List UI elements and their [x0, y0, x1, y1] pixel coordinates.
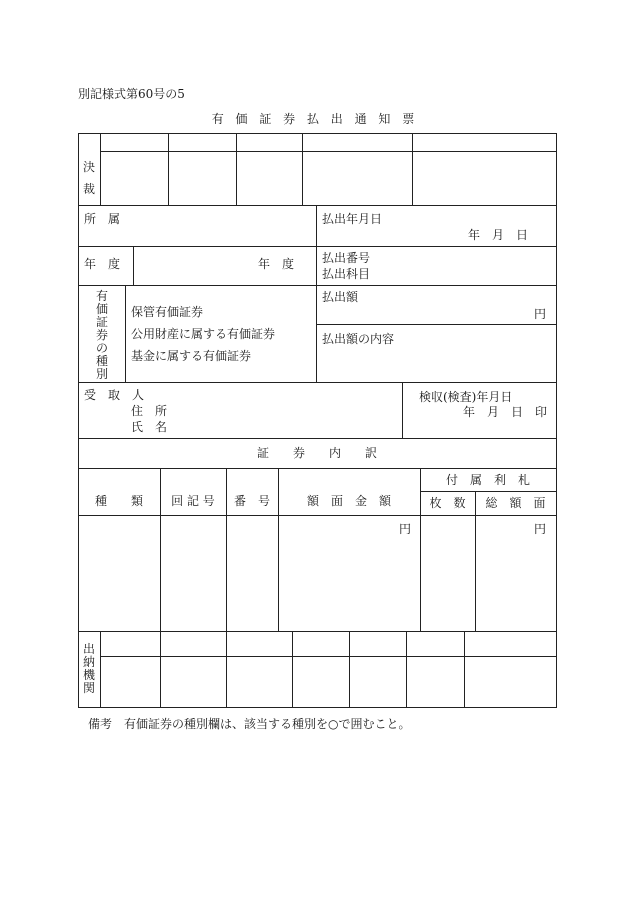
- inspection-date-format: 年 月 日 印: [463, 405, 548, 419]
- type-option-fund: 基金に属する有価証券: [131, 349, 252, 363]
- disbursing-agency-label: 出納機関: [82, 642, 95, 695]
- note: 備考 有価証券の種別欄は、該当する種別を○で囲むこと。: [88, 717, 411, 731]
- payout-content-label: 払出額の内容: [322, 332, 395, 346]
- approval-label: 決裁: [82, 160, 95, 196]
- securities-type-label: 有価証券の種別: [95, 289, 108, 381]
- fiscal-year-label: 年 度: [84, 257, 121, 271]
- face-value-yen: 円: [399, 522, 412, 536]
- recipient-label: 受 取 人: [84, 388, 145, 402]
- payout-amount-label: 払出額: [322, 290, 359, 304]
- breakdown-title: 証 券 内 訳: [256, 446, 377, 460]
- payout-amount-yen: 円: [534, 307, 547, 321]
- col-series: 回 記 号: [171, 494, 215, 508]
- payout-item-label: 払出科目: [322, 267, 371, 281]
- col-count: 枚 数: [429, 496, 466, 510]
- type-option-public-property: 公用財産に属する有価証券: [131, 327, 276, 341]
- total-yen: 円: [534, 522, 547, 536]
- affiliation-label: 所 属: [84, 212, 121, 226]
- col-coupons: 付 属 利 札: [445, 473, 530, 487]
- payout-number-label: 払出番号: [322, 251, 371, 265]
- fiscal-year-suffix: 年 度: [258, 257, 295, 271]
- form-title: 有 価 証 券 払 出 通 知 票: [211, 112, 419, 126]
- inspection-date-label: 検収(検査)年月日: [419, 390, 513, 404]
- col-number: 番 号: [233, 494, 270, 508]
- type-option-custody: 保管有価証券: [131, 305, 204, 319]
- col-face-value: 額 面 金 額: [306, 494, 391, 508]
- recipient-name-label: 氏 名: [131, 420, 168, 434]
- col-total: 総 額 面: [485, 496, 546, 510]
- form-number: 別記様式第60号の5: [78, 87, 185, 101]
- payout-date-label: 払出年月日: [322, 212, 383, 226]
- payout-date-format: 年 月 日: [468, 228, 529, 242]
- recipient-address-label: 住 所: [131, 404, 168, 418]
- col-kind: 種 類: [94, 494, 143, 508]
